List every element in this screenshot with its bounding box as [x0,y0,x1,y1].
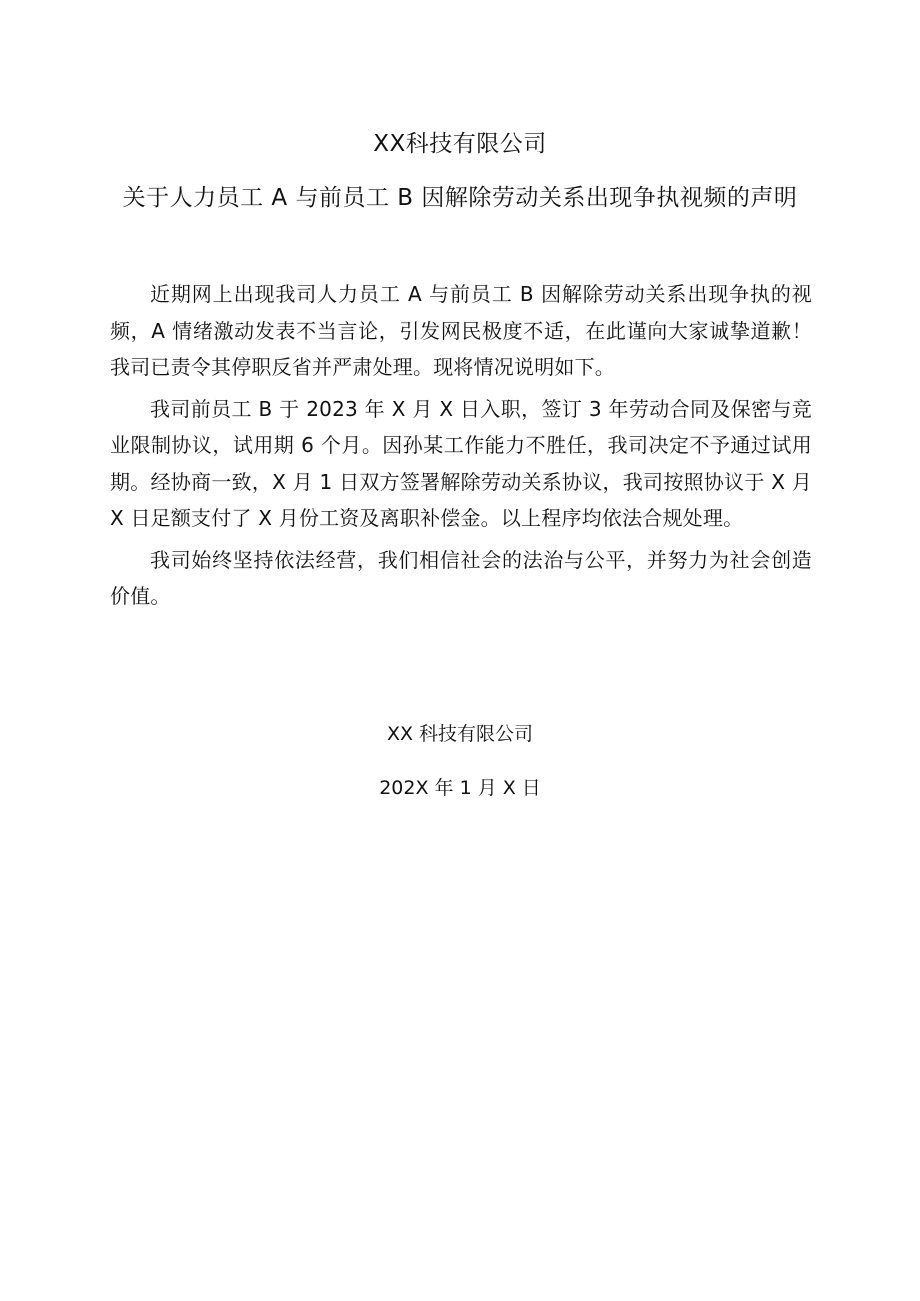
paragraph-details: 我司前员工 B 于 2023 年 X 月 X 日入职，签订 3 年劳动合同及保密与竞业限制协议，试用期 6 个月。因孙某工作能力不胜任，我司决定不予通过试用期。经协商一致，X 月 1 日双方签署解除劳动关系协议，我司按照协议于 X 月 X 日足额支付了 X 月份工资及离职补偿金。以上程序均依法合规处理。 [110,396,812,530]
signature-date: 202X 年 1 月 X 日 [379,777,541,799]
signature-company: XX 科技有限公司 [386,723,534,745]
company-title: XX科技有限公司 [373,131,547,157]
paragraph-apology: 近期网上出现我司人力员工 A 与前员工 B 因解除劳动关系出现争执的视频，A 情绪激动发表不当言论，引发网民极度不适，在此谨向大家诚挚道歉！我司已责令其停职反省并严肃处理。现将情况说明如下。 [110,282,812,379]
statement-body [110,276,812,620]
paragraph-closing: 我司始终坚持依法经营，我们相信社会的法治与公平，并努力为社会创造价值。 [110,547,812,608]
statement-title: 关于人力员工 A 与前员工 B 因解除劳动关系出现争执视频的声明 [122,185,798,211]
